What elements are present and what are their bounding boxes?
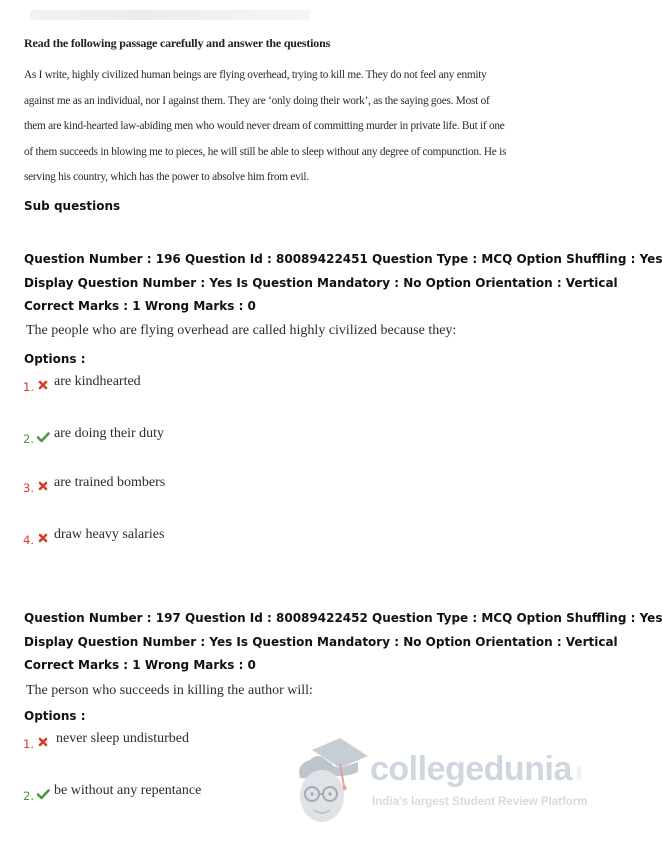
question-meta-line-2: Display Question Number : Yes Is Question Mandatory : No Option Orientation : Vertical	[24, 275, 618, 290]
passage-line: against me as an individual, nor I against them. They are ‘only doing their work’, as the saying goes. Most of	[24, 94, 490, 107]
option-text: are doing their duty	[54, 426, 165, 441]
option-item	[23, 476, 423, 496]
question-meta-line-1: Question Number : 196 Question Id : 80089422451 Question Type : MCQ Option Shuffling : Yes	[24, 252, 662, 266]
option-number: 1.	[23, 380, 34, 394]
option-text: never sleep undisturbed	[56, 731, 189, 746]
option-text: draw heavy salaries	[54, 527, 165, 542]
watermark-domain-suffix: .com	[576, 766, 583, 782]
cross-icon	[36, 531, 50, 545]
question-text: The people who are flying overhead are called highly civilized because they:	[26, 323, 457, 338]
passage-line: serving his country, which has the power to absolve him from evil.	[24, 171, 309, 183]
question-meta	[24, 248, 662, 319]
option-item	[23, 427, 423, 447]
passage-line: As I write, highly civilized human beings are flying overhead, trying to kill me. They do not feel any enmity	[24, 69, 487, 81]
mascot-logo-icon	[292, 734, 370, 830]
cross-icon	[36, 735, 50, 749]
option-number: 2.	[23, 432, 34, 446]
watermark-brand-text: collegedunia	[370, 750, 572, 788]
passage-line: them are kind-hearted law-abiding men who would never dream of committing murder in private life. But if one	[24, 120, 505, 132]
option-text: be without any repentance	[54, 783, 202, 798]
option-number: 1.	[23, 737, 34, 751]
question-text: The person who succeeds in killing the author will:	[26, 683, 313, 698]
question-meta-line-2: Display Question Number : Yes Is Question Mandatory : No Option Orientation : Vertical	[24, 634, 618, 649]
watermark-tagline: India's largest Student Review Platform	[372, 796, 588, 808]
cross-icon	[36, 378, 50, 392]
passage-text	[24, 63, 507, 191]
check-icon	[36, 787, 50, 801]
option-number: 4.	[23, 533, 34, 547]
option-item	[23, 528, 423, 548]
option-number: 3.	[23, 481, 34, 495]
sub-questions-label: Sub questions	[24, 199, 121, 213]
option-number: 2.	[23, 789, 34, 803]
faded-header-line	[30, 10, 310, 20]
passage-line: of them succeeds in blowing me to pieces, he will still be able to sleep without any degree of compunction. He is	[24, 145, 507, 158]
question-meta	[24, 607, 662, 678]
options-label: Options :	[24, 709, 86, 723]
passage-heading: Read the following passage carefully and answer the questions	[24, 36, 331, 50]
question-meta-line-1: Question Number : 197 Question Id : 80089422452 Question Type : MCQ Option Shuffling : Yes	[24, 611, 662, 625]
check-icon	[36, 430, 50, 444]
collegedunia-watermark	[292, 732, 592, 832]
option-text: are kindhearted	[54, 374, 141, 389]
question-meta-line-3: Correct Marks : 1 Wrong Marks : 0	[24, 658, 256, 672]
option-text: are trained bombers	[54, 475, 166, 490]
options-label: Options :	[24, 352, 86, 366]
option-item	[23, 375, 423, 395]
question-meta-line-3: Correct Marks : 1 Wrong Marks : 0	[24, 299, 256, 313]
cross-icon	[36, 479, 50, 493]
